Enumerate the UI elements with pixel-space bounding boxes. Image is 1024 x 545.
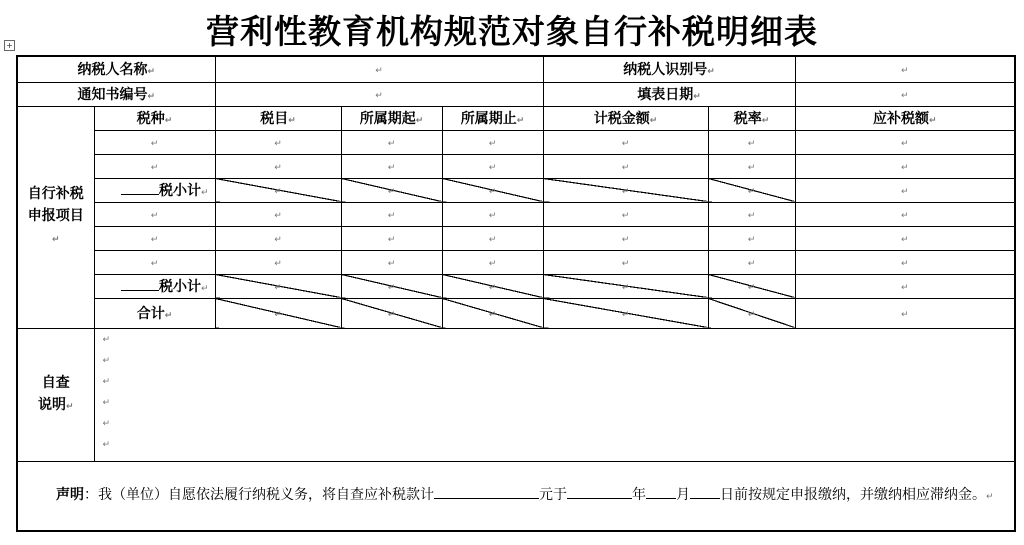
cell[interactable]: ↵ <box>543 202 708 226</box>
cell[interactable]: ↵ <box>215 226 341 250</box>
cell[interactable]: ↵ <box>543 130 708 154</box>
cell-disabled: ↵ <box>543 178 708 202</box>
cell-disabled: ↵ <box>215 178 341 202</box>
col-header-tax-type: 税种↵ <box>94 106 215 130</box>
col-header-period-start: 所属期起↵ <box>341 106 442 130</box>
taxpayer-name-label: 纳税人名称↵ <box>17 56 215 82</box>
cell[interactable]: ↵ <box>94 202 215 226</box>
cell[interactable]: ↵ <box>94 250 215 274</box>
notice-no-field[interactable]: ↵ <box>215 82 543 106</box>
cell[interactable]: ↵ <box>215 202 341 226</box>
cell[interactable]: ↵ <box>442 154 543 178</box>
cell-disabled: ↵ <box>341 274 442 298</box>
page-title: 营利性教育机构规范对象自行补税明细表 <box>206 12 818 51</box>
total-label: 合计↵ <box>94 298 215 328</box>
cell-disabled: ↵ <box>215 274 341 298</box>
cell[interactable]: ↵ <box>94 154 215 178</box>
cell[interactable]: ↵ <box>341 202 442 226</box>
cell-disabled: ↵ <box>708 298 795 328</box>
cell-disabled: ↵ <box>215 298 341 328</box>
fill-date-field[interactable]: ↵ <box>795 82 1015 106</box>
section-label: 自行补税申报项目↵ <box>17 106 94 328</box>
taxpayer-id-label: 纳税人识别号↵ <box>543 56 795 82</box>
table-row <box>17 154 1015 178</box>
subtotal-row <box>17 178 1015 202</box>
cell[interactable]: ↵ <box>543 226 708 250</box>
cell[interactable]: ↵ <box>795 130 1015 154</box>
cell[interactable]: ↵ <box>341 226 442 250</box>
table-row <box>17 226 1015 250</box>
amount-blank[interactable] <box>434 486 539 499</box>
cell[interactable]: ↵ <box>215 130 341 154</box>
col-header-period-end: 所属期止↵ <box>442 106 543 130</box>
cell[interactable]: ↵ <box>442 250 543 274</box>
year-blank[interactable] <box>567 486 632 499</box>
subtotal-label: 税小计↵ <box>94 178 215 202</box>
taxpayer-name-field[interactable]: ↵ <box>215 56 543 82</box>
cell[interactable]: ↵ <box>442 226 543 250</box>
col-header-tax-item: 税目↵ <box>215 106 341 130</box>
cell-disabled: ↵ <box>543 298 708 328</box>
cell[interactable]: ↵ <box>795 250 1015 274</box>
cell[interactable]: ↵ <box>708 202 795 226</box>
table-row <box>17 202 1015 226</box>
cell-disabled: ↵ <box>442 178 543 202</box>
cell[interactable]: ↵ <box>442 202 543 226</box>
col-header-tax-due: 应补税额↵ <box>795 106 1015 130</box>
col-header-tax-rate: 税率↵ <box>708 106 795 130</box>
cell[interactable]: ↵ <box>442 130 543 154</box>
cell-disabled: ↵ <box>442 298 543 328</box>
table-row <box>17 130 1015 154</box>
cell[interactable]: ↵ <box>215 154 341 178</box>
self-check-notes[interactable]: ↵ ↵ ↵ ↵ ↵ ↵ <box>94 328 1015 461</box>
cell-disabled: ↵ <box>543 274 708 298</box>
self-check-label: 自查说明↵ <box>17 328 94 461</box>
cell[interactable]: ↵ <box>795 202 1015 226</box>
cell[interactable]: ↵ <box>341 250 442 274</box>
taxpayer-id-field[interactable]: ↵ <box>795 56 1015 82</box>
cell[interactable]: ↵ <box>94 130 215 154</box>
cell[interactable]: ↵ <box>341 130 442 154</box>
cell[interactable]: ↵ <box>795 226 1015 250</box>
table-row <box>17 250 1015 274</box>
col-header-taxable-amount: 计税金额↵ <box>543 106 708 130</box>
cell[interactable]: ↵ <box>708 130 795 154</box>
cell[interactable]: ↵ <box>708 226 795 250</box>
cell-disabled: ↵ <box>708 274 795 298</box>
cell[interactable]: ↵ <box>543 154 708 178</box>
cell[interactable]: ↵ <box>795 154 1015 178</box>
cell-disabled: ↵ <box>708 178 795 202</box>
cell[interactable]: ↵ <box>543 250 708 274</box>
fill-date-label: 填表日期↵ <box>543 82 795 106</box>
cell[interactable]: ↵ <box>795 274 1015 298</box>
total-row <box>17 298 1015 328</box>
cell[interactable]: ↵ <box>795 298 1015 328</box>
subtotal-label: 税小计↵ <box>94 274 215 298</box>
cell-disabled: ↵ <box>341 178 442 202</box>
day-blank[interactable] <box>690 486 720 499</box>
cell[interactable]: ↵ <box>94 226 215 250</box>
month-blank[interactable] <box>646 486 676 499</box>
subtotal-row <box>17 274 1015 298</box>
cell[interactable]: ↵ <box>708 250 795 274</box>
cell-disabled: ↵ <box>442 274 543 298</box>
declaration: 声明：我（单位）自愿依法履行纳税义务，将自查应补税款计 元于 年 月 日前按规定申报缴纳，并缴纳相应滞纳金。↵ <box>17 461 1015 531</box>
notice-no-label: 通知书编号↵ <box>17 82 215 106</box>
cell[interactable]: ↵ <box>795 178 1015 202</box>
tax-detail-form <box>16 55 1016 532</box>
table-move-handle-icon[interactable]: + <box>4 40 15 51</box>
cell[interactable]: ↵ <box>215 250 341 274</box>
cell-disabled: ↵ <box>341 298 442 328</box>
cell[interactable]: ↵ <box>341 154 442 178</box>
cell[interactable]: ↵ <box>708 154 795 178</box>
